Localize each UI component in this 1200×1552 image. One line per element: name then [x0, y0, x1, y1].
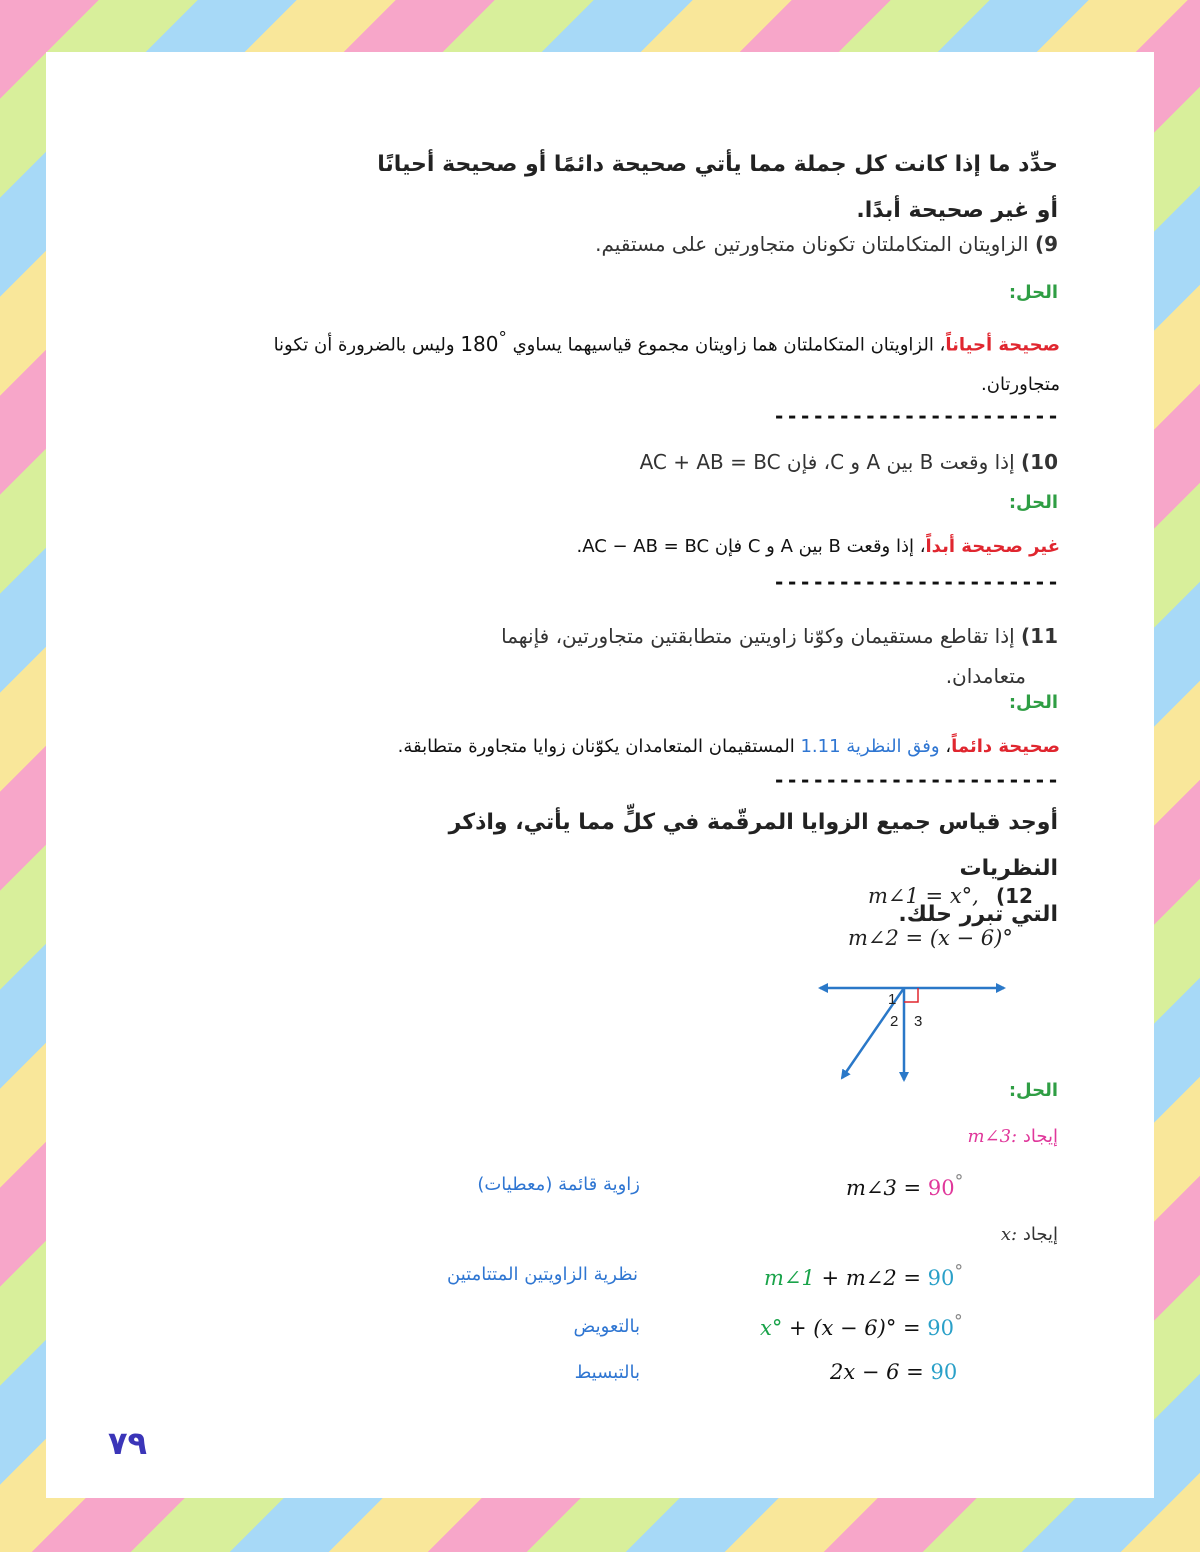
theorem-reference[interactable]: وفق النظرية 1.11	[800, 736, 940, 757]
instruction-1	[358, 142, 1058, 234]
degree-sign: °	[954, 1262, 964, 1282]
solution-label: الحل:	[1008, 282, 1058, 303]
find-expression: x:	[1000, 1224, 1018, 1245]
step-rhs: 90	[930, 1360, 958, 1384]
instruction-2	[418, 800, 1058, 938]
question-text-line2: متعامدان.	[945, 664, 1026, 688]
solution-text: وليس بالضرورة أن تكونا	[273, 334, 455, 356]
step-4-reason: بالتبسيط	[574, 1362, 640, 1383]
solution-11: صحيحة دائماً، وفق النظرية 1.11 المستقيمان المتعامدان يكوّنان زوايا متجاورة متطابقة.	[397, 736, 1060, 757]
step-1-equation	[846, 1172, 963, 1200]
question-text: إذا تقاطع مستقيمان وكوّنا زاويتين متطابقتين متجاورتين، فإنهما	[501, 624, 1015, 648]
solution-9-continued: متجاورتان.	[981, 374, 1060, 395]
instruction-2-line2: التي تبرر حلك.	[898, 902, 1058, 927]
step-lhs: m∠3 =	[846, 1176, 922, 1200]
solution-label: الحل:	[1008, 692, 1058, 713]
degree-sign: °	[498, 328, 507, 347]
question-12-number: (12	[996, 884, 1033, 908]
step-lhs-colored: x°	[760, 1316, 783, 1340]
question-9	[458, 232, 1058, 256]
question-11	[438, 616, 1058, 696]
step-rhs: 90	[927, 1176, 955, 1200]
solution-text: ، إذا وقعت B بين A و C فإن AC − AB = BC.	[576, 536, 926, 557]
step-1-reason: زاوية قائمة (معطيات)	[477, 1174, 640, 1195]
instruction-1-line1: حدِّد ما إذا كانت كل جملة مما يأتي صحيحة دائمًا أو صحيحة أحيانًا	[377, 152, 1058, 177]
separator: ----------------------	[773, 768, 1060, 792]
solution-text: المستقيمان المتعامدان يكوّنان زوايا متجاورة متطابقة.	[397, 736, 801, 757]
step-lhs-colored: m∠1	[764, 1266, 815, 1290]
angle-label-2: 2	[890, 1013, 899, 1030]
find-label: إيجاد	[1022, 1126, 1058, 1147]
solution-label: الحل:	[1008, 1080, 1058, 1101]
degree-sign: °	[954, 1312, 963, 1332]
angle-label-1: 1	[888, 991, 897, 1008]
instruction-2-line1: أوجد قياس جميع الزوايا المرقّمة في كلٍّ مما يأتي، واذكر النظريات	[448, 810, 1058, 881]
page-number: ٧٩	[108, 1424, 148, 1462]
solution-text: ، الزاويتان المتكاملتان هما زاويتان مجموع قياسيهما يساوي	[512, 334, 946, 356]
given-angle-2: m∠2 = (x − 6)°	[848, 926, 1013, 950]
solution-label: الحل:	[1008, 492, 1058, 513]
separator: ----------------------	[773, 404, 1060, 428]
question-number: 11)	[1021, 624, 1058, 648]
question-10	[558, 450, 1058, 474]
angle-diagram	[814, 974, 1010, 1086]
degree-sign: °	[954, 1172, 964, 1192]
step-3-reason: بالتعويض	[573, 1316, 640, 1337]
page	[46, 52, 1154, 1498]
solution-9	[140, 324, 1060, 360]
question-number: 9)	[1034, 232, 1058, 256]
step-2-reason: نظرية الزاويتين المتتامتين	[447, 1264, 638, 1285]
step-lhs: 2x − 6 =	[830, 1360, 924, 1384]
question-text: الزاويتان المتكاملتان تكونان متجاورتين على مستقيم.	[595, 232, 1029, 256]
step-lhs: + (x − 6)° =	[782, 1316, 921, 1340]
find-label: إيجاد	[1022, 1224, 1058, 1245]
find-expression: m∠3:	[967, 1126, 1018, 1147]
question-number: 10)	[1021, 450, 1058, 474]
find-x	[1001, 1224, 1058, 1245]
step-3-equation	[760, 1312, 963, 1340]
instruction-1-line2: أو غير صحيحة أبدًا.	[856, 198, 1058, 223]
step-4-equation	[830, 1360, 957, 1384]
given-angle-1: m∠1 = x°,	[868, 884, 979, 908]
step-lhs: + m∠2 =	[814, 1266, 921, 1290]
verdict: غير صحيحة أبداً	[925, 536, 1060, 557]
step-2-equation	[764, 1262, 963, 1290]
step-rhs: 90	[927, 1266, 955, 1290]
find-m3	[967, 1126, 1058, 1147]
verdict: صحيحة دائماً	[951, 736, 1060, 757]
question-text: إذا وقعت B بين A و C، فإن AC + AB = BC	[639, 450, 1015, 474]
solution-10	[360, 536, 1060, 557]
verdict: صحيحة أحياناً	[945, 334, 1060, 356]
angle-label-3: 3	[914, 1013, 923, 1030]
right-angle-mark	[904, 988, 918, 1002]
value: 180	[460, 331, 499, 356]
separator: ----------------------	[773, 570, 1060, 594]
step-rhs: 90	[927, 1316, 955, 1340]
